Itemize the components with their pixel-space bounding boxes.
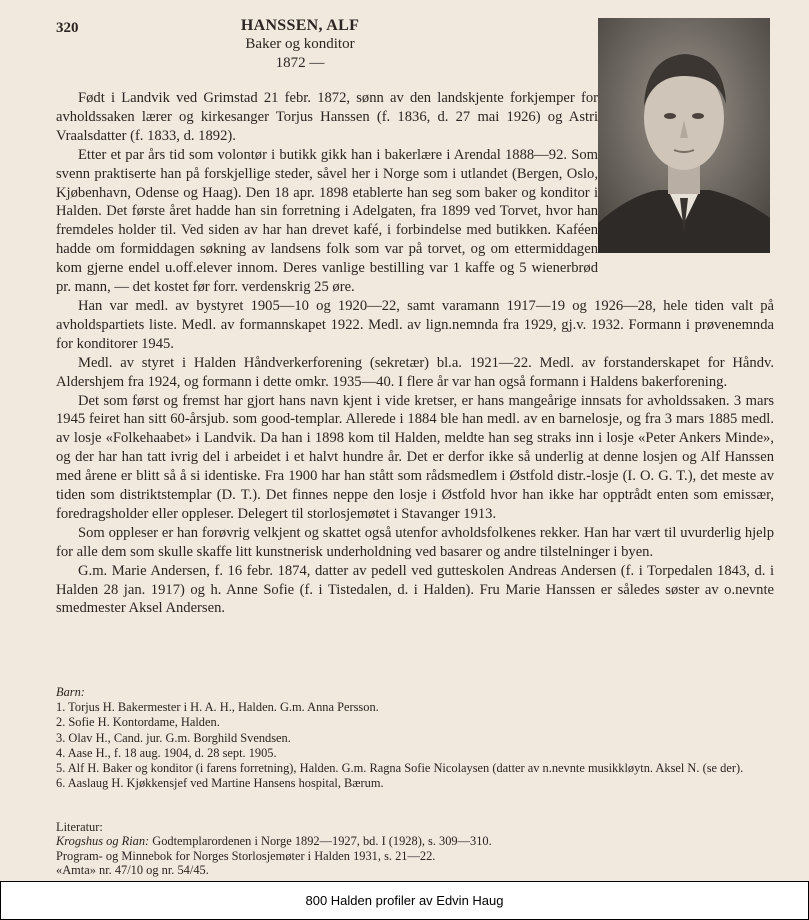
- entry-years: 1872 —: [275, 55, 325, 71]
- caption-bar: [0, 881, 809, 920]
- paragraph-reader: Som oppleser er han forøvrig velkjent og skattet også utenfor avholdsfolkenes rekker. Han har vært til uvurderlig hjelp for alle dem som skulle skaffe litt kunstnerisk underholdning ved basarer og andre tilstelninger i byen.: [56, 524, 774, 560]
- list-item: 5. Alf H. Baker og konditor (i farens forretning), Halden. G.m. Ragna Sofie Nicolaysen (datter av n.nevnte musikkløytn. Aksel N. (se der).: [56, 761, 744, 776]
- paragraph-city-council: Han var medl. av bystyret 1905—10 og 1920—22, samt varamann 1917—19 og 1926—28, hele tiden valt på avholdspartiets liste. Medl. av formannskapet 1922. Medl. av lign.nemnda fra 1929, gj.v. 1932. Formann i prøvenemnda for konditorer 1945.: [56, 297, 774, 352]
- paragraph-birth: Født i Landvik ved Grimstad 21 febr. 1872, sønn av den landskjente forkjemper for avholdssaken lærer og kirkesanger Torjus Hanssen (f. 1836, d. 27 mai 1926) og Astri Vraalsdatter (f. 1833, d. 1892).: [56, 90, 598, 144]
- list-item: 6. Aaslaug H. Kjøkkensjef ved Martine Hansens hospital, Bærum.: [56, 776, 384, 791]
- biography-body: [0, 89, 809, 618]
- entry-name: HANSSEN, ALF: [240, 17, 360, 34]
- children-section: [56, 685, 796, 791]
- list-item: 3. Olav H., Cand. jur. G.m. Borghild Svendsen.: [56, 730, 291, 745]
- children-list: [56, 700, 796, 791]
- entry-header: [200, 16, 400, 73]
- paragraph-career: Etter et par års tid som volontør i butikk gikk han i bakerlære i Arendal 1888—92. Som svenn praktiserte han på forskjellige steder, såvel her i Norge som i utlandet (Bergen, Oslo, Kjøbenhavn, Odense og Haag). Den 18 apr. 1898 etablerte han seg som baker og konditor i Halden. Det første året hadde han sin forretning i Adelgaten, fra 1899 ved Torvet, hvor han fremdeles holder til. Ved siden av har han drevet kafé, i forbindelse med butikken. Kaféen hadde om formiddagen søkning av landsens folk som var på torvet, og om ettermiddagen kom gjerne endel u.off.elever innom. Deres vanlige bestilling var 1 kaffe og 5 wienerbrød pr. mann, — det kostet før forr. verdenskrig 25 øre.: [56, 146, 598, 296]
- literature-section: [56, 820, 796, 878]
- caption-text: 800 Halden profiler av Edvin Haug: [305, 893, 504, 908]
- literature-line: «Amta» nr. 47/10 og nr. 54/45.: [56, 863, 209, 878]
- literature-line: Krogshus og Rian: Godtemplarordenen i Norge 1892—1927, bd. I (1928), s. 309—310.: [56, 834, 492, 849]
- list-item: 4. Aase H., f. 18 aug. 1904, d. 28 sept. 1905.: [56, 745, 277, 760]
- page-number: 320: [56, 20, 79, 36]
- literature-heading: Literatur:: [56, 820, 103, 834]
- list-item: 1. Torjus H. Bakermester i H. A. H., Halden. G.m. Anna Persson.: [56, 700, 379, 715]
- list-item: 2. Sofie H. Kontordame, Halden.: [56, 715, 220, 730]
- literature-line: Program- og Minnebok for Norges Storlosjemøter i Halden 1931, s. 21—22.: [56, 848, 436, 863]
- paragraph-temperance: Det som først og fremst har gjort hans navn kjent i vide kretser, er hans mangeårige innsats for avholdssaken. 3 mars 1945 feiret han sitt 60-årsjub. som good-templar. Allerede i 1884 ble han medl. av en barnelosje, og fra 3 mars 1885 medl. av losje «Folkehaabet» i Landvik. Da han i 1898 kom til Halden, meldte han seg straks inn i losje «Peter Ankers Minde», og der har han tatt ivrig del i arbeidet i et halvt hundre år. Det er derfor ikke så underlig at denne losjen og Alf Hanssen med årene er blitt så å si identiske. Fra 1900 har han stått som rådsmedlem i Østfold distr.-losje (I. O. G. T.), det meste av tiden som distriktstemplar (D. T.). Det finnes neppe den losje i Østfold hvor han ikke har opptrådt enten som emissær, foredragsholder eller oppleser. Delegert til storlosjemøtet i Stavanger 1913.: [56, 392, 774, 522]
- literature-authors: Krogshus og Rian:: [56, 834, 150, 849]
- entry-occupation: Baker og konditor: [245, 36, 355, 52]
- paragraph-associations: Medl. av styret i Halden Håndverkerforening (sekretær) bl.a. 1921—22. Medl. av forstanderskapet for Håndv. Aldershjem fra 1924, og formann i dette omkr. 1935—40. I flere år var han også formann i Haldens bakerforening.: [56, 354, 774, 390]
- paragraph-marriage: G.m. Marie Andersen, f. 16 febr. 1874, datter av pedell ved gutteskolen Andreas Andersen (f. i Torpedalen 1843, d. i Halden 28 jan. 1917) og h. Anne Sofie (f. i Tistedalen, d. i Halden). Fru Marie Hanssen er således søster av o.nevnte smedmester Aksel Andersen.: [56, 562, 774, 617]
- children-heading: Barn:: [56, 685, 85, 699]
